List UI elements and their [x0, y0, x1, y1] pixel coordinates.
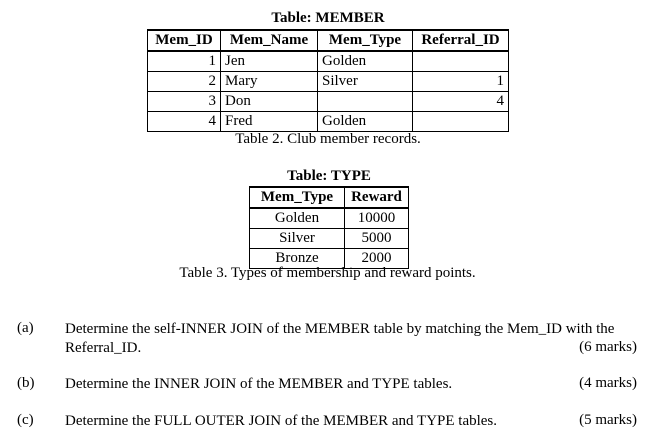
type-cell: Golden — [250, 208, 345, 229]
question-c-marks: (5 marks) — [579, 412, 637, 428]
question-c-label: (c) — [17, 412, 34, 428]
type-header-mem-type: Mem_Type — [250, 187, 345, 208]
member-cell: Silver — [318, 72, 413, 92]
member-cell: Mary — [221, 72, 318, 92]
type-cell: 2000 — [345, 249, 409, 269]
type-cell: 5000 — [345, 229, 409, 249]
member-cell: Golden — [318, 51, 413, 72]
member-cell: Fred — [221, 112, 318, 132]
type-table-caption: Table 3. Types of membership and reward points. — [179, 265, 476, 281]
member-cell: 2 — [148, 72, 221, 92]
member-cell: 4 — [148, 112, 221, 132]
table-row — [148, 112, 509, 132]
member-table-title: Table: MEMBER — [271, 10, 385, 26]
type-header-row — [250, 187, 409, 208]
member-header-row — [148, 30, 509, 51]
member-cell: Golden — [318, 112, 413, 132]
table-row — [148, 51, 509, 72]
member-table-caption: Table 2. Club member records. — [235, 131, 421, 147]
type-table-title: Table: TYPE — [287, 168, 371, 184]
member-cell: Jen — [221, 51, 318, 72]
member-cell — [413, 112, 509, 132]
member-cell: 4 — [413, 92, 509, 112]
member-header-referral-id: Referral_ID — [413, 30, 509, 51]
member-cell: 1 — [413, 72, 509, 92]
member-cell — [318, 92, 413, 112]
member-cell: Don — [221, 92, 318, 112]
question-b-text: Determine the INNER JOIN of the MEMBER and TYPE tables. — [65, 376, 453, 392]
member-cell: 3 — [148, 92, 221, 112]
question-a-label: (a) — [17, 320, 34, 336]
table-row — [148, 72, 509, 92]
member-header-mem-type: Mem_Type — [318, 30, 413, 51]
question-c-text: Determine the FULL OUTER JOIN of the MEMBER and TYPE tables. — [65, 413, 498, 429]
table-row — [250, 208, 409, 229]
type-table — [249, 186, 409, 269]
member-header-mem-name: Mem_Name — [221, 30, 318, 51]
member-table — [147, 29, 509, 132]
member-cell — [413, 51, 509, 72]
question-b-marks: (4 marks) — [579, 375, 637, 391]
question-a-text: Determine the self-INNER JOIN of the MEMBER table by matching the Mem_ID with the Referral_ID. — [65, 321, 615, 356]
question-a-marks: (6 marks) — [579, 339, 637, 355]
table-row — [250, 229, 409, 249]
member-header-mem-id: Mem_ID — [148, 30, 221, 51]
question-b-label: (b) — [17, 375, 35, 391]
type-cell: Silver — [250, 229, 345, 249]
type-cell: 10000 — [345, 208, 409, 229]
table-row — [148, 92, 509, 112]
member-cell: 1 — [148, 51, 221, 72]
type-header-reward: Reward — [345, 187, 409, 208]
type-cell: Bronze — [250, 249, 345, 269]
